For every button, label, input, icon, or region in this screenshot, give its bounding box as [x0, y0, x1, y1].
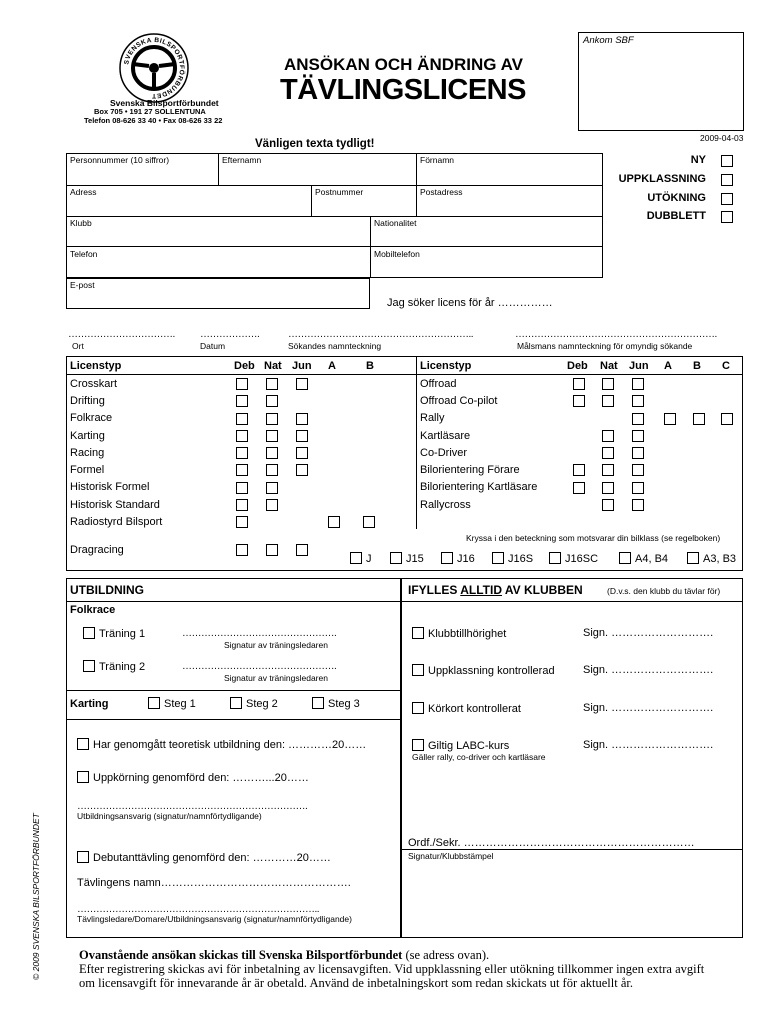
- tavlingsledare-sig-line[interactable]: …………………………………………………………………..: [77, 904, 320, 915]
- cb-bilorientering-kartlasare-nat[interactable]: [602, 482, 614, 494]
- cb-offroad-copilot-deb[interactable]: [573, 395, 585, 407]
- ordf-sekr-field[interactable]: Ordf./Sekr. ………………………………………………………: [408, 837, 695, 849]
- cb-historisk-standard-nat[interactable]: [266, 499, 278, 511]
- cb-folkrace-nat[interactable]: [266, 413, 278, 425]
- cb-bilorientering-kartlasare-jun[interactable]: [632, 482, 644, 494]
- cb-kartlasare-jun[interactable]: [632, 430, 644, 442]
- col-deb-right: Deb: [567, 360, 588, 372]
- cb-radiostyrd-a[interactable]: [328, 516, 340, 528]
- col-nat-left: Nat: [264, 360, 282, 372]
- field-epost[interactable]: E-post: [70, 280, 95, 290]
- row-folkrace: Folkrace: [70, 412, 113, 424]
- cb-offroad-nat[interactable]: [602, 378, 614, 390]
- field-fornamn[interactable]: Förnamn: [420, 155, 455, 165]
- traning1-sig-label: Signatur av träningsledaren: [224, 640, 328, 650]
- row-crosskart: Crosskart: [70, 378, 118, 390]
- uppklassning-option[interactable]: Uppklassning kontrollerad: [412, 664, 555, 677]
- klubb-title-note: (D.v.s. den klubb du tävlar för): [607, 586, 721, 596]
- row-rally: Rally: [420, 412, 445, 424]
- field-adress[interactable]: Adress: [70, 187, 97, 197]
- class-a3b3[interactable]: A3, B3: [687, 552, 736, 565]
- col-nat-right: Nat: [600, 360, 618, 372]
- row-drifting: Drifting: [70, 395, 105, 407]
- traning1-sig-line[interactable]: ………………………………………….: [182, 628, 337, 639]
- col-deb-left: Deb: [234, 360, 255, 372]
- cb-rallycross-jun[interactable]: [632, 499, 644, 511]
- row-bilorientering-forare: Bilorientering Förare: [420, 464, 520, 476]
- sokande-label: Sökandes namnteckning: [288, 341, 382, 351]
- datum-label: Datum: [200, 341, 226, 351]
- ankom-box: [578, 32, 744, 131]
- cb-drifting-nat[interactable]: [266, 395, 278, 407]
- cb-rally-jun[interactable]: [632, 413, 644, 425]
- cb-radiostyrd-b[interactable]: [363, 516, 375, 528]
- col-a-left: A: [328, 360, 336, 372]
- class-j16[interactable]: J16: [441, 552, 475, 565]
- org-phone: Telefon 08-626 33 40 • Fax 08-626 33 22: [84, 116, 223, 125]
- signatur-stampel-label: Signatur/Klubbstämpel: [408, 851, 494, 861]
- col-jun-right: Jun: [629, 360, 649, 372]
- type-ny-checkbox[interactable]: [721, 155, 733, 167]
- ort-label: Ort: [72, 341, 84, 351]
- cb-crosskart-deb[interactable]: [236, 378, 248, 390]
- org-name: Svenska Bilsportförbundet: [110, 98, 219, 108]
- field-postadress[interactable]: Postadress: [420, 187, 463, 197]
- row-co-driver: Co-Driver: [420, 447, 468, 459]
- steg2-option[interactable]: Steg 2: [230, 697, 278, 710]
- class-a4b4[interactable]: A4, B4: [619, 552, 668, 565]
- cb-bilorientering-forare-jun[interactable]: [632, 464, 644, 476]
- row-bilorientering-kartlasare: Bilorientering Kartläsare: [420, 481, 538, 493]
- labc-sign[interactable]: Sign. ……………………….: [583, 739, 714, 751]
- sbf-logo: [118, 32, 190, 104]
- cb-rally-b[interactable]: [693, 413, 705, 425]
- cb-karting-deb[interactable]: [236, 430, 248, 442]
- cb-drifting-deb[interactable]: [236, 395, 248, 407]
- cb-offroad-copilot-nat[interactable]: [602, 395, 614, 407]
- ankom-label: Ankom SBF: [583, 35, 634, 46]
- steering-wheel-icon: [118, 32, 190, 104]
- field-nationalitet[interactable]: Nationalitet: [374, 218, 417, 228]
- row-dragracing: Dragracing: [70, 544, 124, 556]
- steg3-option[interactable]: Steg 3: [312, 697, 360, 710]
- field-klubb[interactable]: Klubb: [70, 218, 92, 228]
- traning2-sig-label: Signatur av träningsledaren: [224, 673, 328, 683]
- cb-offroad-copilot-jun[interactable]: [632, 395, 644, 407]
- field-telefon[interactable]: Telefon: [70, 249, 98, 259]
- cb-karting-nat[interactable]: [266, 430, 278, 442]
- cb-co-driver-nat[interactable]: [602, 447, 614, 459]
- utbildning-title: UTBILDNING: [70, 583, 144, 597]
- licenstyp-header-left: Licenstyp: [70, 360, 122, 372]
- tavlingens-namn-field[interactable]: Tävlingens namn…………………………………………….: [77, 877, 351, 889]
- traning1-option[interactable]: Träning 1: [83, 627, 145, 640]
- licens-ar-field[interactable]: Jag söker licens för år ……………: [387, 297, 553, 309]
- side-copyright: © 2009 SVENSKA BILSPORTFÖRBUNDET: [31, 813, 41, 980]
- field-personnummer[interactable]: Personnummer (10 siffror): [70, 155, 170, 165]
- class-note: Kryssa i den beteckning som motsvarar din bilklass (se regelboken): [466, 533, 721, 543]
- korkort-option[interactable]: Körkort kontrollerat: [412, 702, 521, 715]
- traning2-option[interactable]: Träning 2: [83, 660, 145, 673]
- type-uppklassning-checkbox[interactable]: [721, 174, 733, 186]
- labc-option[interactable]: Giltig LABC-kurs: [412, 739, 509, 752]
- klubbtillhorighet-sign[interactable]: Sign. ……………………….: [583, 627, 714, 639]
- cb-rally-c[interactable]: [721, 413, 733, 425]
- cb-racing-nat[interactable]: [266, 447, 278, 459]
- type-dubblett-checkbox[interactable]: [721, 211, 733, 223]
- labc-note: Gäller rally, co-driver och kartläsare: [412, 752, 546, 762]
- cb-racing-jun[interactable]: [296, 447, 308, 459]
- row-radiostyrd: Radiostyrd Bilsport: [70, 516, 163, 528]
- utb-ansvarig-label: Utbildningsansvarig (signatur/namnförtydligande): [77, 811, 262, 821]
- cb-historisk-standard-deb[interactable]: [236, 499, 248, 511]
- field-efternamn[interactable]: Efternamn: [222, 155, 262, 165]
- row-karting: Karting: [70, 430, 105, 442]
- row-kartlasare: Kartläsare: [420, 430, 471, 442]
- teoretisk-option[interactable]: Har genomgått teoretisk utbildning den: …………20……: [77, 738, 366, 751]
- debut-option[interactable]: Debutanttävling genomförd den: …………20……: [77, 851, 331, 864]
- cb-karting-jun[interactable]: [296, 430, 308, 442]
- type-uppklassning-label: UPPKLASSNING: [618, 173, 706, 185]
- folkrace-heading: Folkrace: [70, 604, 116, 616]
- uppklassning-sign[interactable]: Sign. ……………………….: [583, 664, 714, 676]
- tavlingsledare-label: Tävlingsledare/Domare/Utbildningsansvarig (signatur/namnförtydligande): [77, 914, 352, 924]
- row-historisk-standard: Historisk Standard: [70, 499, 160, 511]
- cb-historisk-formel-deb[interactable]: [236, 482, 248, 494]
- row-offroad: Offroad: [420, 378, 457, 390]
- cb-dragracing-deb[interactable]: [236, 544, 248, 556]
- col-b-left: B: [366, 360, 374, 372]
- malsman-label: Målsmans namnteckning för omyndig sökande: [517, 341, 693, 351]
- cb-rallycross-nat[interactable]: [602, 499, 614, 511]
- cb-crosskart-jun[interactable]: [296, 378, 308, 390]
- type-ny-label: NY: [690, 154, 706, 166]
- cb-formel-jun[interactable]: [296, 464, 308, 476]
- row-historisk-formel: Historisk Formel: [70, 481, 150, 493]
- cb-rally-a[interactable]: [664, 413, 676, 425]
- klubb-title: IFYLLES ALLTID AV KLUBBEN: [408, 583, 583, 597]
- type-dubblett-label: DUBBLETT: [646, 210, 706, 222]
- klubbtillhorighet-option[interactable]: Klubbtillhörighet: [412, 627, 506, 640]
- utb-sig-line[interactable]: ……………………………………………………………….: [77, 801, 308, 812]
- cb-dragracing-jun[interactable]: [296, 544, 308, 556]
- row-racing: Racing: [70, 447, 105, 459]
- cb-bilorientering-kartlasare-deb[interactable]: [573, 482, 585, 494]
- title-line1: ANSÖKAN OCH ÄNDRING AV: [284, 55, 523, 74]
- class-j16sc[interactable]: J16SC: [549, 552, 598, 565]
- karting-heading: Karting: [70, 698, 109, 710]
- col-jun-left: Jun: [292, 360, 312, 372]
- type-utokning-label: UTÖKNING: [647, 192, 706, 204]
- cb-offroad-jun[interactable]: [632, 378, 644, 390]
- cb-formel-deb[interactable]: [236, 464, 248, 476]
- field-postnummer[interactable]: Postnummer: [315, 187, 364, 197]
- cb-crosskart-nat[interactable]: [266, 378, 278, 390]
- cb-historisk-formel-nat[interactable]: [266, 482, 278, 494]
- cb-bilorientering-forare-deb[interactable]: [573, 464, 585, 476]
- title-line2: TÄVLINGSLICENS: [280, 74, 526, 106]
- col-c-right: C: [722, 360, 730, 372]
- form-date: 2009-04-03: [700, 133, 744, 143]
- col-a-right: A: [664, 360, 672, 372]
- footer-notice: Ovanstående ansökan skickas till Svenska Bilsportförbundet (se adress ovan). Efter registrering skickas avi för inbetalning av licensavgiften. Vid uppklassning eller utökning tillkommer ingen extra avgift om licensavgift för innevarande år är obetald. Använd de inbetalningskort som redan skickats ut för aktuellt år.: [79, 948, 705, 990]
- instruction: Vänligen texta tydligt!: [255, 138, 375, 150]
- row-offroad-copilot: Offroad Co-pilot: [420, 395, 498, 407]
- row-formel: Formel: [70, 464, 105, 476]
- korkort-sign[interactable]: Sign. ……………………….: [583, 702, 714, 714]
- type-utokning-checkbox[interactable]: [721, 193, 733, 205]
- cb-offroad-deb[interactable]: [573, 378, 585, 390]
- traning2-sig-line[interactable]: ………………………………………….: [182, 661, 337, 672]
- cb-kartlasare-nat[interactable]: [602, 430, 614, 442]
- class-j15[interactable]: J15: [390, 552, 424, 565]
- logo-text: SVENSKA BILSPORTFÖRBUNDET: [123, 36, 186, 100]
- cb-folkrace-deb[interactable]: [236, 413, 248, 425]
- cb-dragracing-nat[interactable]: [266, 544, 278, 556]
- cb-co-driver-jun[interactable]: [632, 447, 644, 459]
- class-j[interactable]: J: [350, 552, 372, 565]
- steg1-option[interactable]: Steg 1: [148, 697, 196, 710]
- class-j16s[interactable]: J16S: [492, 552, 533, 565]
- cb-bilorientering-forare-nat[interactable]: [602, 464, 614, 476]
- field-mobiltelefon[interactable]: Mobiltelefon: [374, 249, 420, 259]
- cb-radiostyrd-deb[interactable]: [236, 516, 248, 528]
- cb-racing-deb[interactable]: [236, 447, 248, 459]
- cb-formel-nat[interactable]: [266, 464, 278, 476]
- uppkorning-option[interactable]: Uppkörning genomförd den: ………...20……: [77, 771, 309, 784]
- licenstyp-header-right: Licenstyp: [420, 360, 472, 372]
- row-rallycross: Rallycross: [420, 499, 471, 511]
- col-b-right: B: [693, 360, 701, 372]
- cb-folkrace-jun[interactable]: [296, 413, 308, 425]
- org-address: Box 705 • 191 27 SOLLENTUNA: [94, 107, 206, 116]
